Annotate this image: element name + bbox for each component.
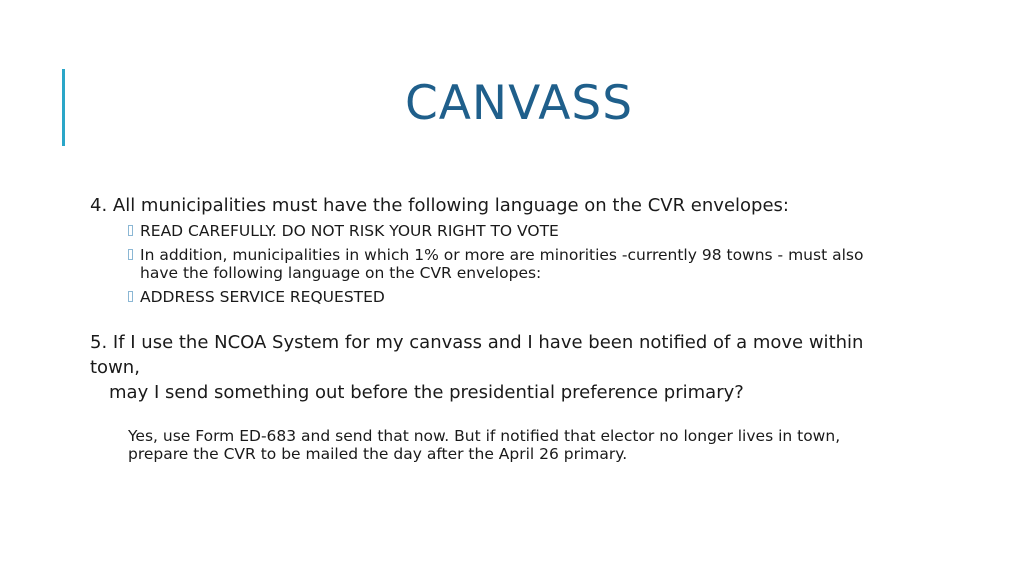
bullet-text: READ CAREFULLY. DO NOT RISK YOUR RIGHT TO VOTE	[140, 222, 559, 240]
item-5-question-line-2: may I send something out before the presidential preference primary?	[109, 382, 744, 403]
bullet-item	[128, 222, 890, 240]
slide-title: CANVASS	[404, 76, 634, 131]
bullet-marker-icon	[128, 225, 133, 236]
item-5-answer: Yes, use Form ED-683 and send that now. But if notified that elector no longer lives in town, prepare the CVR to be mailed the day after the April 26 primary.	[128, 427, 841, 463]
item-4-heading: 4. All municipalities must have the following language on the CVR envelopes:	[90, 195, 789, 216]
bullet-text: ADDRESS SERVICE REQUESTED	[140, 288, 385, 306]
bullet-marker-icon	[128, 291, 133, 302]
bullet-item	[128, 246, 890, 282]
bullet-marker-icon	[128, 249, 133, 260]
item-4-bullet-list	[128, 222, 890, 306]
slide-body	[90, 193, 890, 463]
bullet-item	[128, 288, 890, 306]
bullet-text: In addition, municipalities in which 1% or more are minorities -currently 98 towns - must also have the following language on the CVR envelopes:	[140, 246, 864, 282]
item-5-question-line-1: 5. If I use the NCOA System for my canvass and I have been notified of a move within town,	[90, 332, 864, 378]
